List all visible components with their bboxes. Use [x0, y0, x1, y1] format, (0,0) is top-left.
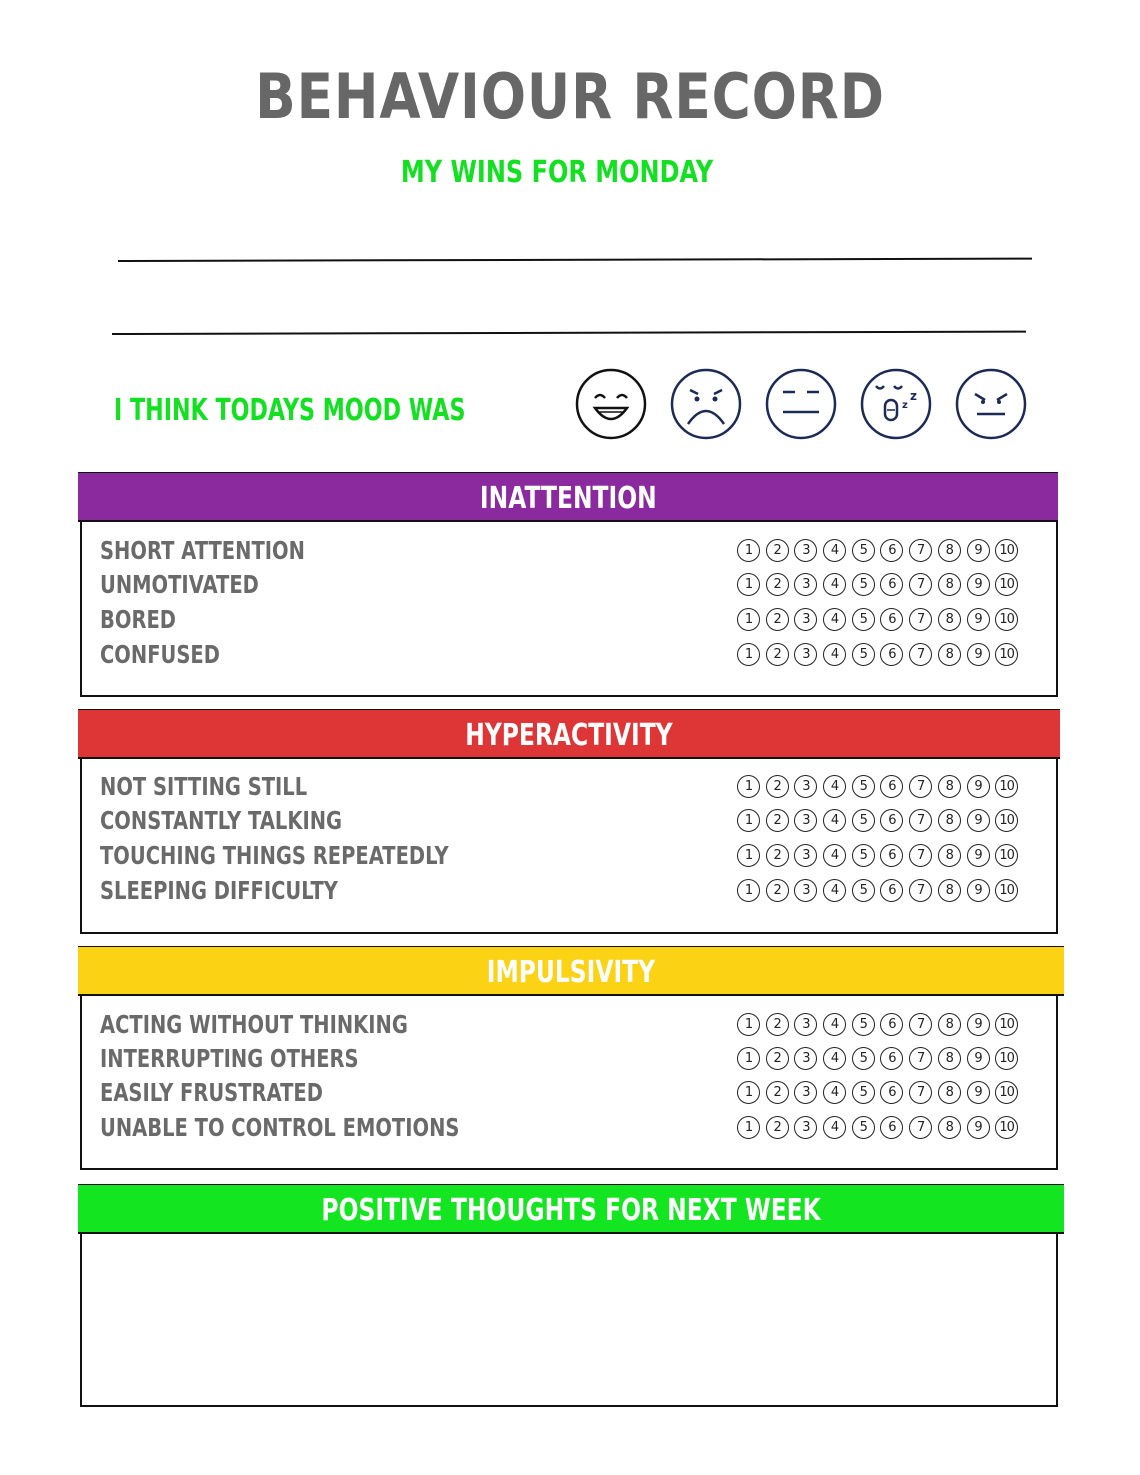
- laughing-face-icon[interactable]: [575, 368, 647, 440]
- rating-option[interactable]: 10: [995, 1116, 1018, 1139]
- rating-option[interactable]: 4: [823, 809, 846, 832]
- rating-option[interactable]: 1: [737, 879, 760, 902]
- rating-option[interactable]: 5: [852, 879, 875, 902]
- rating-scale[interactable]: [737, 775, 1024, 799]
- rating-row: [82, 1008, 1060, 1042]
- rating-option[interactable]: 6: [880, 608, 903, 631]
- rating-option[interactable]: 6: [880, 879, 903, 902]
- rating-option[interactable]: 1: [737, 1013, 760, 1036]
- rating-option[interactable]: 7: [909, 775, 932, 798]
- rating-option[interactable]: 5: [852, 809, 875, 832]
- mood-label: I THINK TODAYS MOOD WAS: [114, 393, 466, 428]
- rating-option[interactable]: 9: [967, 1116, 990, 1139]
- rating-option[interactable]: 4: [823, 1081, 846, 1104]
- rating-option[interactable]: 1: [737, 809, 760, 832]
- rating-option[interactable]: 7: [909, 539, 932, 562]
- impulsivity-section: [80, 946, 1058, 1170]
- rating-option[interactable]: 1: [737, 573, 760, 596]
- sleepy-face-icon[interactable]: [860, 368, 932, 440]
- rating-option[interactable]: 8: [938, 1116, 961, 1139]
- rating-option[interactable]: 10: [995, 809, 1018, 832]
- rating-option[interactable]: 7: [909, 809, 932, 832]
- rating-option[interactable]: 5: [852, 1013, 875, 1036]
- rating-row: [82, 1111, 1060, 1145]
- rating-option[interactable]: 6: [880, 1047, 903, 1070]
- rating-option[interactable]: 4: [823, 1047, 846, 1070]
- rating-option[interactable]: 8: [938, 1013, 961, 1036]
- rating-option[interactable]: 1: [737, 608, 760, 631]
- rating-scale[interactable]: [737, 844, 1024, 868]
- behaviour-label: CONFUSED: [100, 640, 220, 669]
- rating-option[interactable]: 7: [909, 1116, 932, 1139]
- rating-option[interactable]: 8: [938, 775, 961, 798]
- rating-option[interactable]: 6: [880, 775, 903, 798]
- rating-option[interactable]: 9: [967, 539, 990, 562]
- rating-option[interactable]: 7: [909, 1081, 932, 1104]
- wins-writing-line-1[interactable]: [118, 258, 1032, 262]
- rating-option[interactable]: 4: [823, 1116, 846, 1139]
- rating-row: [82, 839, 1060, 873]
- rating-option[interactable]: 7: [909, 643, 932, 666]
- rating-option[interactable]: 5: [852, 608, 875, 631]
- rating-option[interactable]: 10: [995, 844, 1018, 867]
- rating-option[interactable]: 1: [737, 1116, 760, 1139]
- rating-option[interactable]: 8: [938, 844, 961, 867]
- rating-option[interactable]: 4: [823, 879, 846, 902]
- behaviour-label: CONSTANTLY TALKING: [100, 806, 343, 835]
- rating-option[interactable]: 6: [880, 809, 903, 832]
- rating-option[interactable]: 2: [766, 1047, 789, 1070]
- svg-text:z: z: [902, 400, 908, 411]
- behaviour-label: SHORT ATTENTION: [100, 536, 305, 565]
- rating-option[interactable]: 9: [967, 1047, 990, 1070]
- rating-row: [82, 1076, 1060, 1110]
- rating-option[interactable]: 3: [794, 1081, 817, 1104]
- rating-row: [82, 804, 1060, 838]
- rating-option[interactable]: 10: [995, 608, 1018, 631]
- rating-option[interactable]: 4: [823, 643, 846, 666]
- rating-option[interactable]: 6: [880, 1013, 903, 1036]
- rating-option[interactable]: 10: [995, 1047, 1018, 1070]
- page-title: BEHAVIOUR RECORD: [255, 60, 885, 133]
- rating-row: [82, 638, 1060, 672]
- rating-option[interactable]: 9: [967, 775, 990, 798]
- rating-option[interactable]: 7: [909, 573, 932, 596]
- rating-option[interactable]: 3: [794, 573, 817, 596]
- rating-scale[interactable]: [737, 539, 1024, 563]
- rating-option[interactable]: 6: [880, 643, 903, 666]
- rating-option[interactable]: 2: [766, 643, 789, 666]
- rating-option[interactable]: 4: [823, 608, 846, 631]
- rating-option[interactable]: 1: [737, 844, 760, 867]
- rating-option[interactable]: 4: [823, 1013, 846, 1036]
- rating-option[interactable]: 10: [995, 539, 1018, 562]
- rating-option[interactable]: 3: [794, 844, 817, 867]
- rating-scale[interactable]: [737, 1047, 1024, 1071]
- page-subtitle: MY WINS FOR MONDAY: [400, 155, 714, 190]
- positive-thoughts-header: POSITIVE THOUGHTS FOR NEXT WEEK: [78, 1184, 1064, 1234]
- rating-scale[interactable]: [737, 643, 1024, 667]
- inattention-section: [80, 472, 1058, 697]
- rating-scale[interactable]: [737, 1116, 1024, 1140]
- hyperactivity-header: HYPERACTIVITY: [78, 709, 1060, 759]
- rating-row: [82, 534, 1060, 568]
- rating-option[interactable]: 2: [766, 844, 789, 867]
- rating-option[interactable]: 3: [794, 1013, 817, 1036]
- impulsivity-header: IMPULSIVITY: [78, 946, 1064, 996]
- rating-option[interactable]: 6: [880, 844, 903, 867]
- rating-row: [82, 874, 1060, 908]
- sad-face-icon[interactable]: [670, 368, 742, 440]
- rating-option[interactable]: 2: [766, 608, 789, 631]
- wins-writing-line-2[interactable]: [112, 331, 1026, 335]
- rating-option[interactable]: 5: [852, 539, 875, 562]
- rating-option[interactable]: 5: [852, 1047, 875, 1070]
- rating-scale[interactable]: [737, 1013, 1024, 1037]
- rating-option[interactable]: 1: [737, 643, 760, 666]
- rating-option[interactable]: 8: [938, 809, 961, 832]
- rating-option[interactable]: 9: [967, 809, 990, 832]
- rating-option[interactable]: 6: [880, 1081, 903, 1104]
- rating-option[interactable]: 9: [967, 1013, 990, 1036]
- rating-option[interactable]: 5: [852, 844, 875, 867]
- rating-scale[interactable]: [737, 608, 1024, 632]
- rating-option[interactable]: 10: [995, 643, 1018, 666]
- angry-face-icon[interactable]: [955, 368, 1027, 440]
- rating-option[interactable]: 4: [823, 539, 846, 562]
- rating-option[interactable]: 3: [794, 1116, 817, 1139]
- rating-option[interactable]: 9: [967, 1081, 990, 1104]
- rating-row: [82, 603, 1060, 637]
- rating-option[interactable]: 2: [766, 1013, 789, 1036]
- svg-text:z: z: [910, 389, 917, 403]
- rating-option[interactable]: 2: [766, 539, 789, 562]
- rating-option[interactable]: 8: [938, 608, 961, 631]
- rating-option[interactable]: 4: [823, 573, 846, 596]
- rating-option[interactable]: 3: [794, 539, 817, 562]
- rating-scale[interactable]: [737, 809, 1024, 833]
- rating-option[interactable]: 8: [938, 573, 961, 596]
- behaviour-label: UNABLE TO CONTROL EMOTIONS: [100, 1113, 460, 1142]
- rating-row: [82, 1042, 1060, 1076]
- rating-option[interactable]: 7: [909, 844, 932, 867]
- rating-option[interactable]: 10: [995, 775, 1018, 798]
- rating-scale[interactable]: [737, 879, 1024, 903]
- rating-option[interactable]: 3: [794, 775, 817, 798]
- rating-option[interactable]: 10: [995, 1013, 1018, 1036]
- rating-option[interactable]: 6: [880, 573, 903, 596]
- rating-option[interactable]: 3: [794, 809, 817, 832]
- rating-option[interactable]: 7: [909, 1047, 932, 1070]
- rating-option[interactable]: 1: [737, 1081, 760, 1104]
- rating-option[interactable]: 8: [938, 643, 961, 666]
- rating-option[interactable]: 8: [938, 539, 961, 562]
- rating-option[interactable]: 6: [880, 539, 903, 562]
- rating-option[interactable]: 7: [909, 608, 932, 631]
- rating-option[interactable]: 1: [737, 1047, 760, 1070]
- inattention-header: INATTENTION: [78, 472, 1058, 522]
- rating-scale[interactable]: [737, 573, 1024, 597]
- behaviour-label: ACTING WITHOUT THINKING: [100, 1010, 408, 1039]
- behaviour-label: EASILY FRUSTRATED: [100, 1078, 323, 1107]
- rating-option[interactable]: 5: [852, 573, 875, 596]
- rating-option[interactable]: 10: [995, 1081, 1018, 1104]
- hyperactivity-section: [80, 709, 1058, 934]
- rating-option[interactable]: 3: [794, 643, 817, 666]
- rating-option[interactable]: 2: [766, 809, 789, 832]
- rating-option[interactable]: 5: [852, 1081, 875, 1104]
- rating-option[interactable]: 3: [794, 879, 817, 902]
- rating-option[interactable]: 2: [766, 573, 789, 596]
- rating-option[interactable]: 9: [967, 573, 990, 596]
- rating-row: [82, 770, 1060, 804]
- rating-option[interactable]: 7: [909, 879, 932, 902]
- behaviour-label: BORED: [100, 605, 176, 634]
- rating-option[interactable]: 9: [967, 844, 990, 867]
- rating-option[interactable]: 6: [880, 1116, 903, 1139]
- rating-option[interactable]: 7: [909, 1013, 932, 1036]
- rating-option[interactable]: 3: [794, 1047, 817, 1070]
- rating-option[interactable]: 9: [967, 643, 990, 666]
- rating-option[interactable]: 8: [938, 879, 961, 902]
- behaviour-label: UNMOTIVATED: [100, 570, 259, 599]
- rating-option[interactable]: 1: [737, 539, 760, 562]
- rating-option[interactable]: 2: [766, 775, 789, 798]
- positive-thoughts-section: [80, 1184, 1058, 1407]
- rating-option[interactable]: 8: [938, 1081, 961, 1104]
- behaviour-label: NOT SITTING STILL: [100, 772, 308, 801]
- rating-row: [82, 568, 1060, 602]
- behaviour-label: INTERRUPTING OTHERS: [100, 1044, 359, 1073]
- neutral-face-icon[interactable]: [765, 368, 837, 440]
- rating-option[interactable]: 2: [766, 1081, 789, 1104]
- behaviour-label: SLEEPING DIFFICULTY: [100, 876, 338, 905]
- rating-option[interactable]: 2: [766, 879, 789, 902]
- rating-option[interactable]: 2: [766, 1116, 789, 1139]
- rating-option[interactable]: 1: [737, 775, 760, 798]
- positive-thoughts-writing-area[interactable]: [82, 1236, 1056, 1404]
- rating-option[interactable]: 5: [852, 1116, 875, 1139]
- rating-option[interactable]: 5: [852, 643, 875, 666]
- rating-option[interactable]: 9: [967, 608, 990, 631]
- rating-option[interactable]: 5: [852, 775, 875, 798]
- rating-option[interactable]: 10: [995, 879, 1018, 902]
- rating-option[interactable]: 3: [794, 608, 817, 631]
- rating-option[interactable]: 4: [823, 844, 846, 867]
- rating-option[interactable]: 8: [938, 1047, 961, 1070]
- rating-option[interactable]: 9: [967, 879, 990, 902]
- rating-option[interactable]: 10: [995, 573, 1018, 596]
- rating-option[interactable]: 4: [823, 775, 846, 798]
- behaviour-label: TOUCHING THINGS REPEATEDLY: [100, 841, 449, 870]
- rating-scale[interactable]: [737, 1081, 1024, 1105]
